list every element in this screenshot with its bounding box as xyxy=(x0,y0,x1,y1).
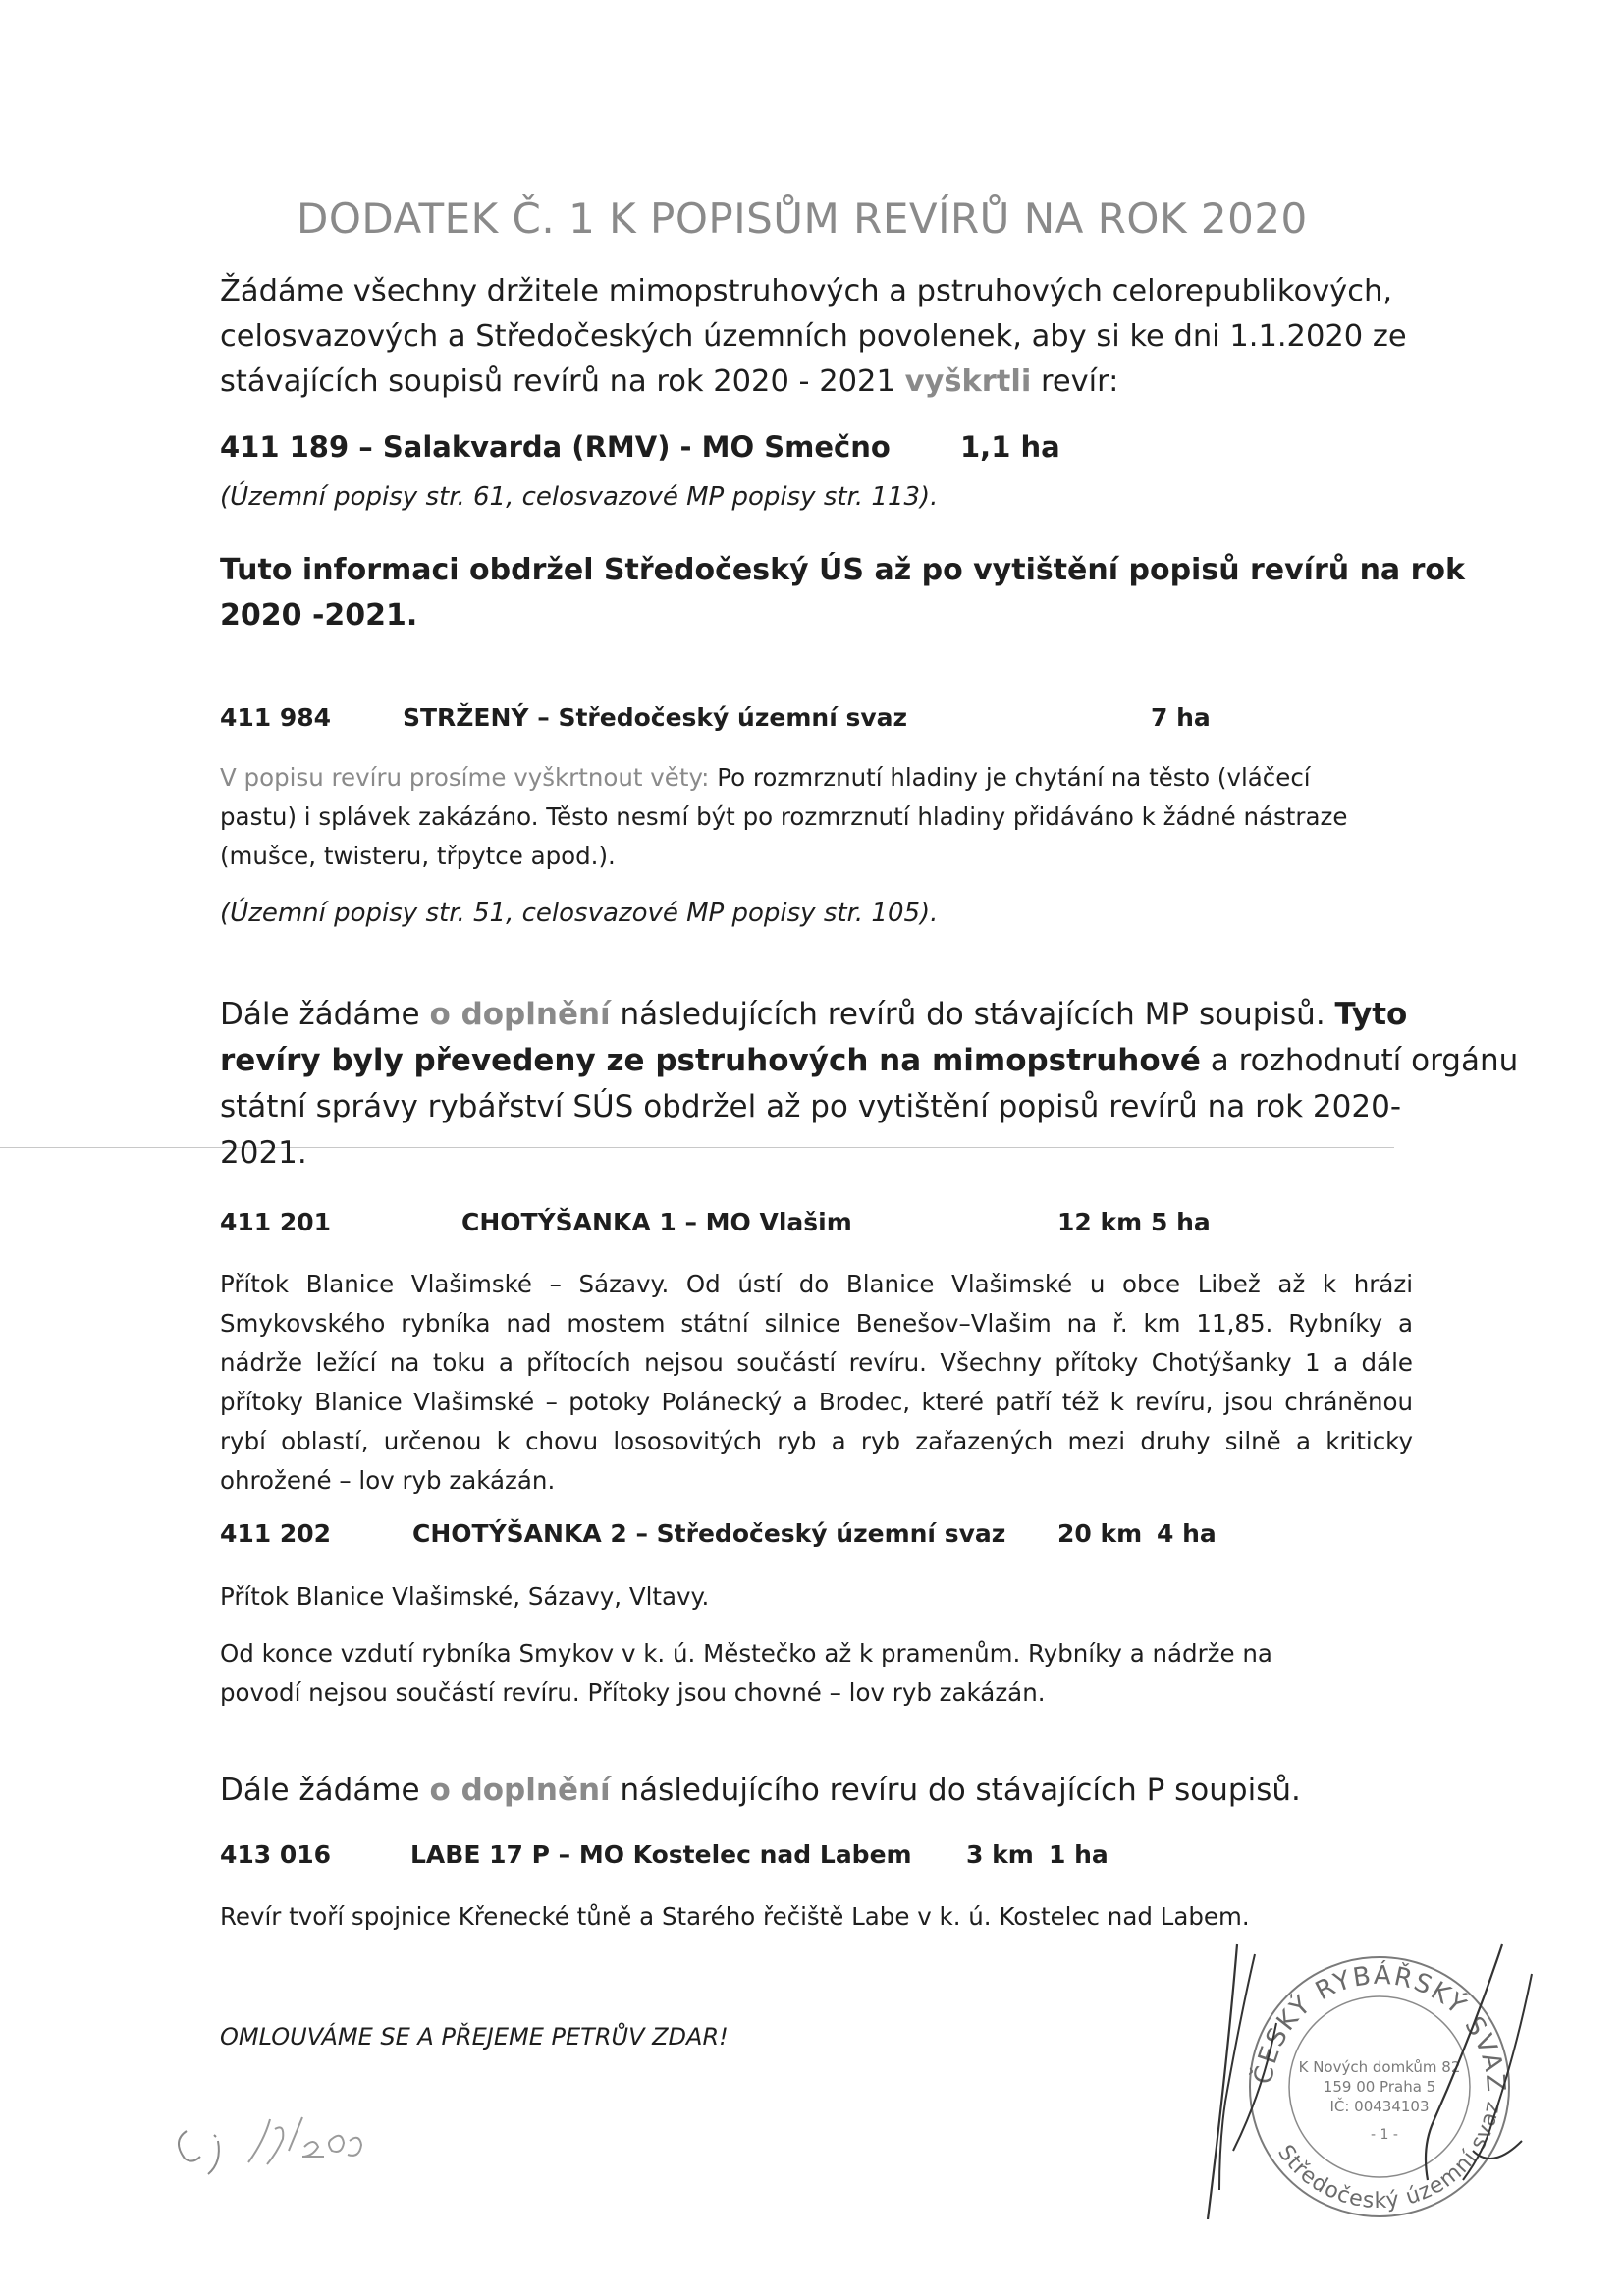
p-request-line xyxy=(220,1768,1301,1813)
chot2-description xyxy=(220,1634,1272,1713)
labe-length: 3 km xyxy=(966,1840,1034,1869)
chot1-number: 411 201 xyxy=(220,1208,332,1236)
removed-revir-area: 1,1 ha xyxy=(960,430,1060,464)
mp-line-2-rest: a rozhodnutí orgánu xyxy=(1200,1043,1519,1078)
intro-line-3 xyxy=(220,359,1407,405)
chot1-length: 12 km xyxy=(1057,1208,1143,1236)
labe-name: LABE 17 P – MO Kostelec nad Labem xyxy=(410,1840,912,1869)
chot1-line-1: Přítok Blanice Vlašimské – Sázavy. Od ústí do Blanice Vlašimské u obce Libež až k hrázi xyxy=(220,1270,1413,1298)
chot1-line-3: nádrže ležící na toku a přítocích nejsou součástí revíru. Všechny přítoky Chotýšanky 1 a dále xyxy=(220,1348,1413,1377)
removed-revir-code: 411 189 – Salakvarda (RMV) - MO Smečno xyxy=(220,430,891,464)
chot2-line-2: Od konce vzdutí rybníka Smykov v k. ú. Městečko až k pramenům. Rybníky a nádrže na xyxy=(220,1639,1272,1667)
removed-revir-ref: (Územní popisy str. 61, celosvazové MP popisy str. 113). xyxy=(220,482,939,512)
closing-line: OMLOUVÁME SE A PŘEJEME PETRŮV ZDAR! xyxy=(220,2023,729,2050)
chot1-area: 5 ha xyxy=(1151,1208,1211,1236)
intro-paragraph xyxy=(220,269,1407,405)
chot2-area: 4 ha xyxy=(1157,1519,1217,1548)
mp-line-1-d: Tyto xyxy=(1334,997,1408,1032)
notice-line-2: 2020 -2021. xyxy=(220,598,418,632)
chot1-name: CHOTÝŠANKA 1 – MO Vlašim xyxy=(461,1208,852,1236)
chot2-length: 20 km xyxy=(1057,1519,1143,1548)
svg-text:IČ: 00434103: IČ: 00434103 xyxy=(1329,2098,1430,2115)
intro-line-3-end: revír: xyxy=(1031,364,1119,399)
strzeny-line-1 xyxy=(220,758,1347,797)
svg-text:159 00 Praha 5: 159 00 Praha 5 xyxy=(1323,2078,1436,2096)
intro-line-3-start: stávajících soupisů revírů na rok 2020 - 2021 xyxy=(220,364,905,399)
mp-line-1-c: následujících revírů do stávajících MP soupisů. xyxy=(610,997,1335,1032)
document-title: DODATEK Č. 1 K POPISŮM REVÍRŮ NA ROK 2020 xyxy=(297,194,1308,243)
chot2-line-1: Přítok Blanice Vlašimské, Sázavy, Vltavy. xyxy=(220,1582,710,1611)
intro-line-2: celosvazových a Středočeských územních povolenek, aby si ke dni 1.1.2020 ze xyxy=(220,319,1407,354)
strzeny-ref: (Územní popisy str. 51, celosvazové MP popisy str. 105). xyxy=(220,899,939,928)
chot2-line-3: povodí nejsou součástí revíru. Přítoky jsou chovné – lov ryb zakázán. xyxy=(220,1678,1046,1707)
svg-text:Středočeský územní svaz: Středočeský územní svaz xyxy=(1272,2098,1506,2214)
p-highlight-doplneni: o doplnění xyxy=(429,1773,611,1808)
strzeny-name: STRŽENÝ – Středočeský územní svaz xyxy=(403,703,908,732)
mp-request-line-2 xyxy=(220,1038,1518,1084)
chot1-line-6: ohrožené – lov ryb zakázán. xyxy=(220,1466,556,1495)
strzeny-line-2: pastu) i splávek zakázáno. Těsto nesmí být po rozmrznutí hladiny přidáváno k žádné nástraze xyxy=(220,802,1348,831)
stamp-graphic xyxy=(1178,1925,1561,2219)
mp-highlight-doplneni: o doplnění xyxy=(429,997,611,1032)
organization-stamp xyxy=(1178,1925,1561,2219)
mp-request-line-3: státní správy rybářství SÚS obdržel až po vytištění popisů revírů na rok 2020- xyxy=(220,1089,1402,1124)
chot1-line-2: Smykovského rybníka nad mostem státní silnice Benešov–Vlašim na ř. km 11,85. Rybníky a xyxy=(220,1309,1413,1338)
handwritten-reference-mark xyxy=(167,2102,403,2190)
labe-number: 413 016 xyxy=(220,1840,332,1869)
handwritten-reference xyxy=(167,2102,403,2190)
labe-area: 1 ha xyxy=(1049,1840,1109,1869)
mp-request-paragraph xyxy=(220,992,1518,1176)
svg-text:K Nových domkům 82: K Nových domkům 82 xyxy=(1298,2058,1461,2076)
mp-line-2-bold: revíry byly převedeny ze pstruhových na mimopstruhové xyxy=(220,1043,1201,1078)
strzeny-line-3: (mušce, twisteru, třpytce apod.). xyxy=(220,842,616,870)
chot2-number: 411 202 xyxy=(220,1519,332,1548)
strzeny-description xyxy=(220,758,1347,876)
strzeny-instruction: V popisu revíru prosíme vyškrtnout věty: xyxy=(220,763,710,792)
p-request-a: Dále žádáme xyxy=(220,1773,430,1808)
mp-line-1-a: Dále žádáme xyxy=(220,997,430,1032)
mp-request-line-4: 2021. xyxy=(220,1135,307,1171)
p-request-c: následujícího revíru do stávajících P soupisů. xyxy=(610,1773,1301,1808)
highlight-strike: vyškrtli xyxy=(904,364,1032,399)
svg-text:- 1 -: - 1 - xyxy=(1371,2127,1398,2143)
notice-line-1: Tuto informaci obdržel Středočeský ÚS až po vytištění popisů revírů na rok xyxy=(220,553,1465,587)
mp-request-line-1 xyxy=(220,992,1518,1038)
strzeny-number: 411 984 xyxy=(220,703,332,732)
chot1-line-4: přítoky Blanice Vlašimské – potoky Polánecký a Brodec, které patří též k revíru, jsou chráněnou xyxy=(220,1388,1413,1416)
notice-paragraph xyxy=(220,548,1465,638)
intro-line-1: Žádáme všechny držitele mimopstruhových a pstruhových celorepublikových, xyxy=(220,274,1393,308)
labe-description: Revír tvoří spojnice Křenecké tůně a Starého řečiště Labe v k. ú. Kostelec nad Labem. xyxy=(220,1902,1250,1931)
strzeny-area: 7 ha xyxy=(1151,703,1211,732)
chot1-description xyxy=(220,1265,1413,1501)
chot1-line-5: rybí oblastí, určenou k chovu lososovitých ryb a ryb zařazených mezi druhy silně a kriticky xyxy=(220,1427,1413,1455)
strzeny-line-1-rest: Po rozmrznutí hladiny je chytání na těsto (vláčecí xyxy=(709,763,1311,792)
chot2-name: CHOTÝŠANKA 2 – Středočeský územní svaz xyxy=(412,1519,1006,1548)
svg-text:ČESKÝ RYBÁŘSKÝ SVAZ, z.s.: ČESKÝ RYBÁŘSKÝ SVAZ xyxy=(1249,1960,1511,2095)
